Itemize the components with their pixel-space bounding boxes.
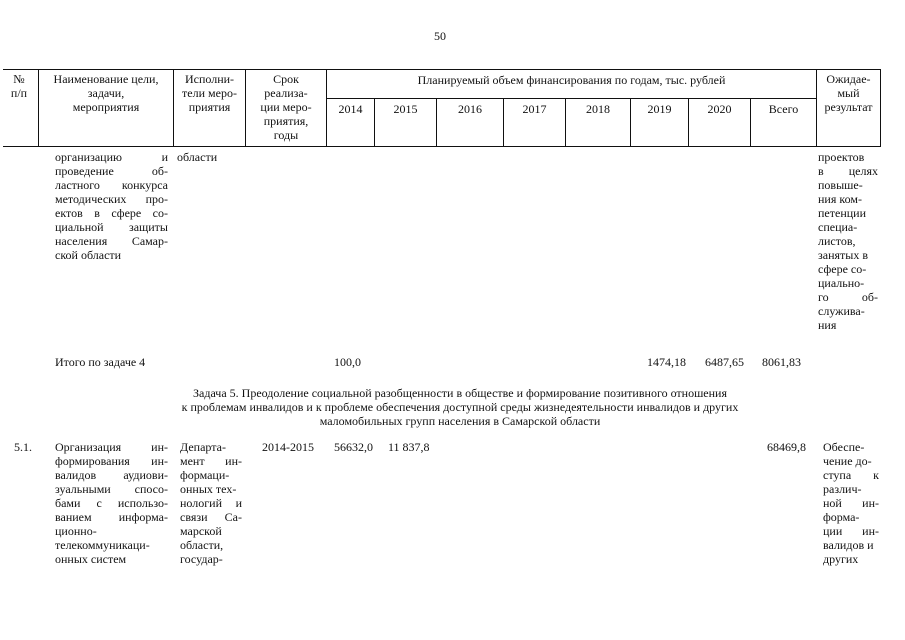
header-col-executors: Исполни- тели меро- приятия bbox=[182, 72, 237, 114]
header-year-2014: 2014 bbox=[338, 102, 363, 116]
continued-row-result: проектов в целях повыше- ния ком- петенции специа- листов, занятых в сфере со- циально- го об- служива- ния bbox=[818, 150, 878, 332]
header-year-2018: 2018 bbox=[586, 102, 610, 116]
header-col-number: № п/п bbox=[10, 72, 28, 100]
continued-row-name: организацию и проведение об- ластного конкурса методических про- ектов в сфере со- циальной защиты населения Самар- ской области bbox=[55, 150, 168, 262]
vline-13 bbox=[880, 69, 881, 147]
total-row-total: 8061,83 bbox=[762, 355, 801, 369]
header-col-term: Срок реализа- ции меро- приятия, годы bbox=[260, 72, 312, 142]
header-top-line bbox=[3, 69, 881, 70]
header-year-total: Всего bbox=[768, 102, 799, 116]
vline-1 bbox=[38, 69, 39, 147]
task5-heading: Задача 5. Преодоление социальной разобщенности в обществе и формирование позитивного отношения к проблемам инвалидов и к проблеме обеспечения доступной среды жизнедеятельности инвалидов и других маломобильных групп населения в Самарской области bbox=[181, 386, 739, 428]
row-5-1-result: Обеспе- чение до- ступа к различ- ной ин- форма- ции ин- валидов и других bbox=[823, 440, 879, 566]
header-year-2015: 2015 bbox=[393, 102, 418, 116]
row-5-1-2014: 56632,0 bbox=[334, 440, 373, 454]
header-col-name: Наименование цели, задачи, мероприятия bbox=[53, 72, 159, 114]
header-col-result: Ожидае- мый результат bbox=[824, 72, 873, 114]
total-row-2014: 100,0 bbox=[334, 355, 361, 369]
row-5-1-term: 2014-2015 bbox=[262, 440, 314, 454]
page-number: 50 bbox=[434, 29, 446, 43]
header-year-2020: 2020 bbox=[707, 102, 732, 116]
continued-row-executor: области bbox=[177, 150, 218, 164]
header-year-2017: 2017 bbox=[522, 102, 547, 116]
row-5-1-2015: 11 837,8 bbox=[388, 440, 430, 454]
header-year-2016: 2016 bbox=[458, 102, 482, 116]
row-5-1-total: 68469,8 bbox=[767, 440, 806, 454]
total-row-2019: 1474,18 bbox=[647, 355, 686, 369]
header-year-2019: 2019 bbox=[647, 102, 672, 116]
header-col-finance: Планируемый объем финансирования по годам, тыс. рублей bbox=[417, 73, 726, 87]
header-mid-line bbox=[326, 98, 816, 99]
row-5-1-number: 5.1. bbox=[14, 440, 32, 454]
total-row-label: Итого по задаче 4 bbox=[55, 355, 146, 369]
row-5-1-executor: Департа- мент ин- формаци- онных тех- нологий и связи Са- марской области, государ- bbox=[180, 440, 242, 566]
total-row-2020: 6487,65 bbox=[705, 355, 744, 369]
row-5-1-name: Организация ин- формирования ин- валидов аудиови- зуальными спосо- бами с использо- ванием информа- ционно- телекоммуникаци- онных систем bbox=[55, 440, 168, 566]
